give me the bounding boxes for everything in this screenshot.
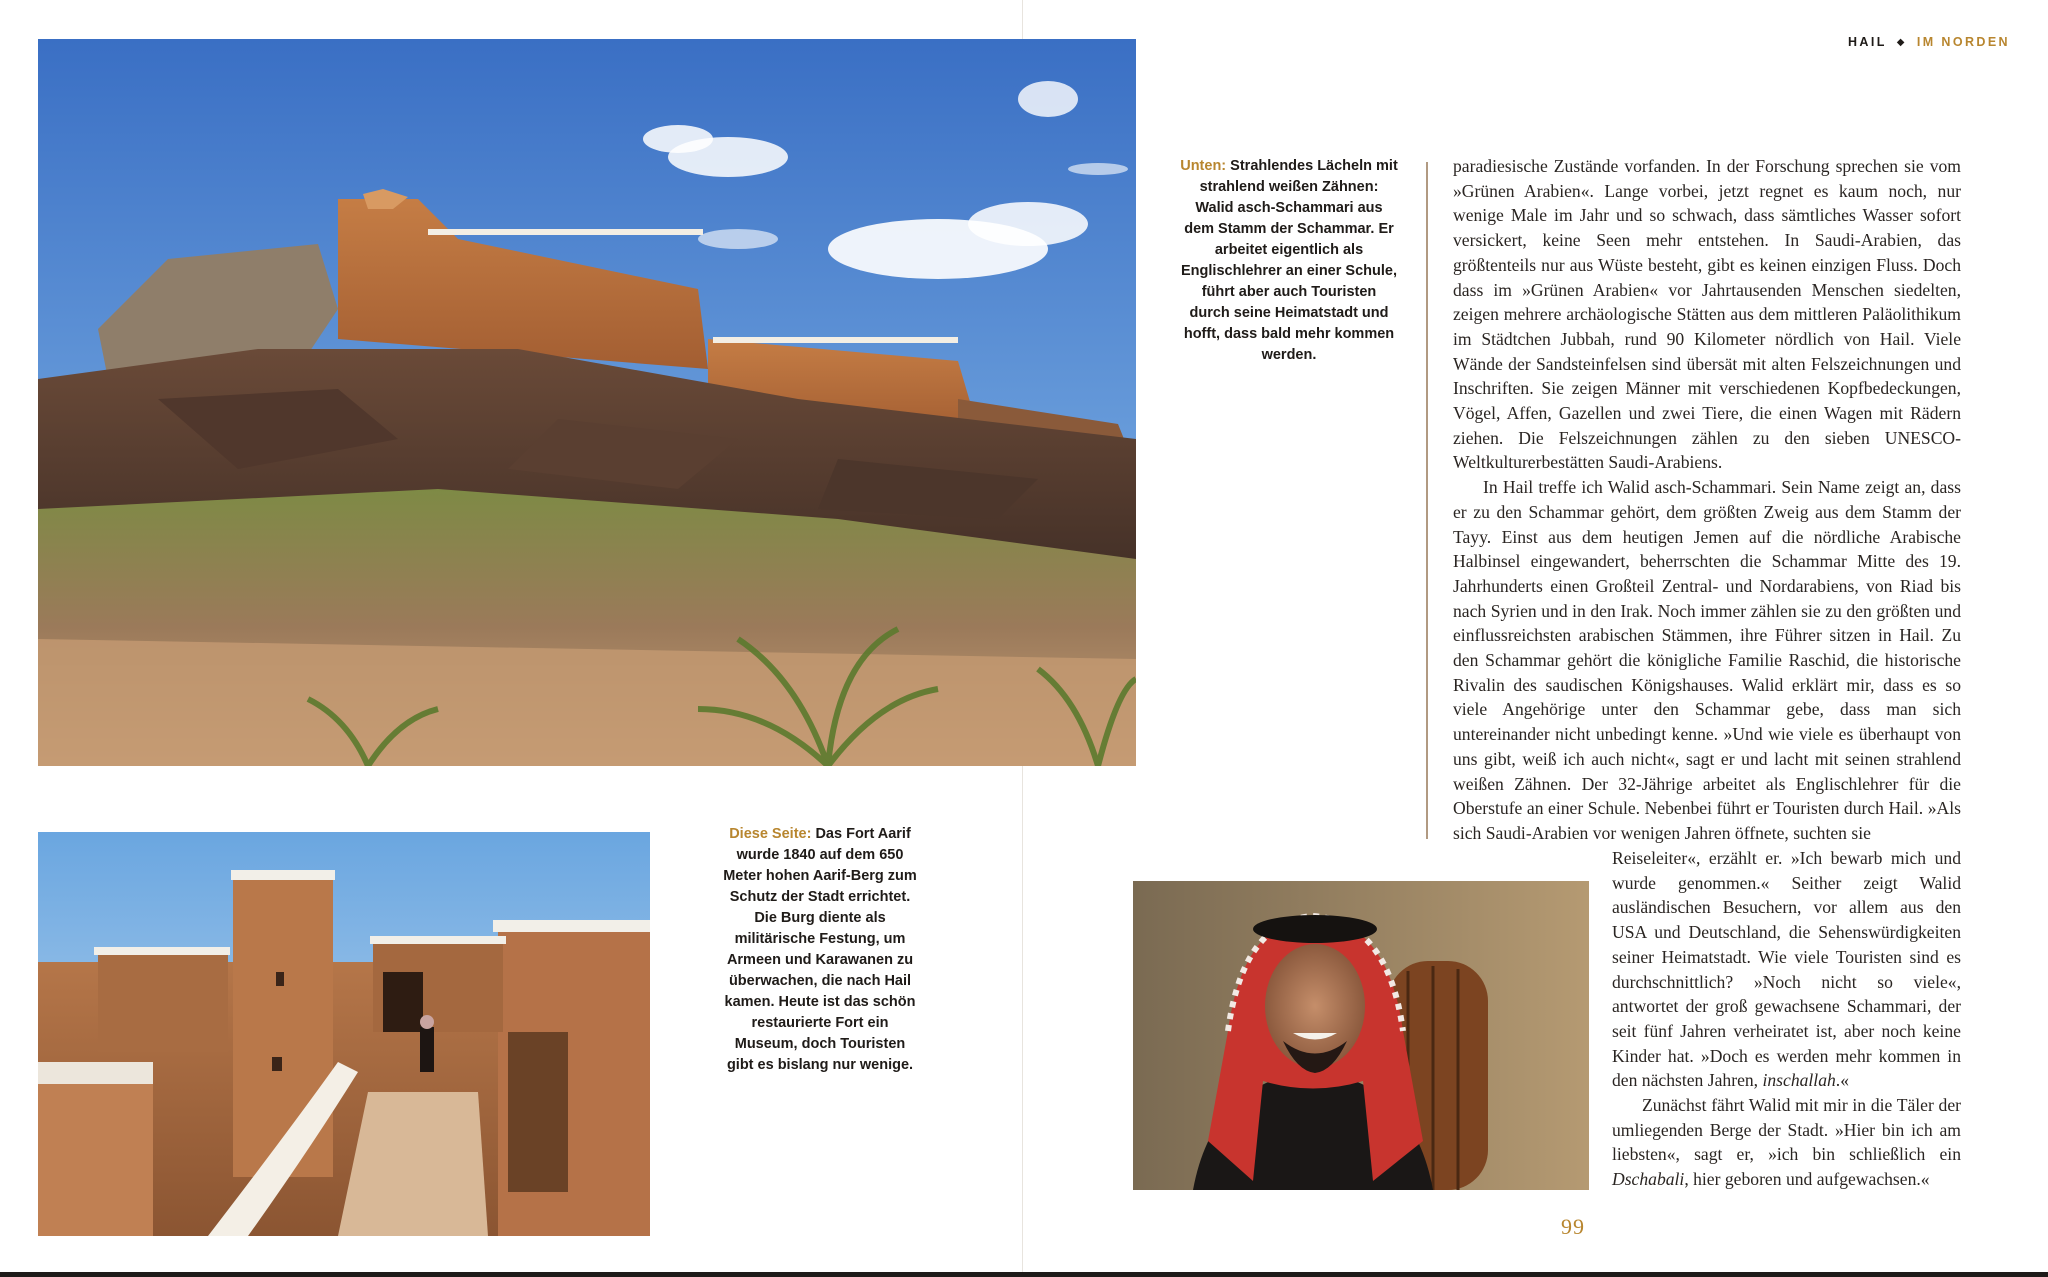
caption-text: Das Fort Aarif wurde 1840 auf dem 650 Meter hohen Aarif-Berg zum Schutz der Stadt errichtet. Die Burg diente als militärische Festung, um Armeen und Karawanen zu überwachen, die nach Hail kamen. Heute ist das schön restaurierte Fort ein Museum, doch Touristen gibt es bislang nur wenige. (723, 826, 917, 1073)
running-head (1848, 35, 2010, 49)
article-text: , hier geboren und aufgewachsen.« (1684, 1169, 1930, 1190)
running-head-section: IM NORDEN (1916, 35, 2010, 49)
article-paragraph (1612, 1093, 1961, 1192)
fort-caption (720, 824, 920, 1076)
bottom-edge-bar (0, 1272, 2048, 1277)
article-italic: inschallah (1762, 1070, 1836, 1091)
article-column (1453, 154, 1961, 846)
running-head-place: HAIL (1848, 35, 1887, 49)
article-paragraph: In Hail treffe ich Walid asch-Schammari. Sein Name zeigt an, dass er zu den Schammar gehört, dem größten Zweig aus dem Stamm der Tayy. Einst aus dem heutigen Jemen auf die nördliche Arabische Halbinsel eingewandert, beherrschten die Schammar Mitte des 19. Jahrhunderts einen Großteil Zentral- und Nordarabiens, von Riad bis nach Syrien und in den Irak. Noch immer zählen sie zu den größten und einflussreichsten arabischen Stämmen, ihre Führer sitzen in Hail. Zu den Schammar gehört die königliche Familie Raschid, die historische Rivalin des saudischen Königshauses. Walid erklärt mir, dass es so viele Angehörige unter den Schammar gebe, dass man sich untereinander nicht unbedingt kenne. »Und wie viele es überhaupt von uns gibt, weiß ich auch nicht«, sagt er und lacht mit seinen strahlend weißen Zähnen. Der 32-Jährige arbeitet als Englischlehrer für die Oberstufe an einer Schule. Nebenbei führt er Touristen durch Hail. »Als sich Saudi-Arabien vor wenigen Jahren öffnete, suchten sie (1453, 477, 1961, 843)
article-text: Reiseleiter«, erzählt er. »Ich bewarb mich und wurde genommen.« Seither zeigt Walid ausländischen Besuchern, vor allem aus den USA und Deutschland, die Sehenswürdigkeiten seiner Heimatstadt. Wie viele Touristen sind es durchschnittlich? »Noch nicht so viele«, antwortet der groß gewachsene Schammari, der seit fünf Jahren verheiratet ist, aber noch keine Kinder hat. »Doch es werden mehr kommen in den nächsten Jahren, (1612, 848, 1961, 1091)
caption-lead: Diese Seite: (729, 826, 812, 842)
walid-portrait-photo (1133, 881, 1589, 1190)
portrait-caption (1180, 156, 1398, 366)
caption-lead: Unten: (1180, 158, 1227, 174)
article-text: Zunächst fährt Walid mit mir in die Täler der umliegenden Berge der Stadt. »Hier bin ich am liebsten«, sagt er, »ich bin schließlich ein (1612, 1095, 1961, 1165)
article-continuation (1612, 846, 1961, 1192)
fort-on-hill-photo (38, 39, 1136, 766)
article-paragraph-continued (1612, 846, 1961, 1093)
article-paragraph: paradiesische Zustände vorfanden. In der Forschung sprechen sie vom »Grünen Arabien«. Lange vorbei, jetzt regnet es kaum noch, nur wenige Male im Jahr und so schwach, dass sämtliches Wasser sofort versickert, keine Seen mehr entstehen. In Saudi-Arabien, das größtenteils nur aus Wüste besteht, gibt es keinen einzigen Fluss. Doch dass im »Grünen Arabien« vor Jahrtausenden Menschen siedelten, zeigen mehrere archäologische Stätten aus dem mittleren Paläolithikum im Städtchen Jubbah, rund 90 Kilometer nördlich von Hail. Viele Wände der Sandsteinfelsen sind übersät mit alten Felszeichnungen und Inschriften. Sie zeigen Männer mit verschiedenen Kopfbedeckungen, Vögel, Affen, Gazellen und zwei Tiere, die einen Wagen mit Rädern ziehen. Die Felszeichnungen zählen zu den sieben UNESCO-Weltkulturerbestätten Saudi-Arabiens. (1453, 156, 1961, 473)
diamond-separator-icon: ◆ (1896, 37, 1907, 48)
caption-text: Strahlendes Lächeln mit strahlend weißen Zähnen: Walid asch-Schammari aus dem Stamm der Schammar. Er arbeitet eigentlich als Englischlehrer an einer Schule, führt aber auch Touristen durch seine Heimatstadt und hofft, dass bald mehr kommen werden. (1181, 158, 1398, 363)
page-number: 99 (1561, 1214, 1585, 1239)
column-rule (1426, 162, 1428, 839)
article-italic: Dschabali (1612, 1169, 1685, 1190)
article-text: .« (1835, 1070, 1849, 1091)
fort-courtyard-photo (38, 832, 650, 1236)
